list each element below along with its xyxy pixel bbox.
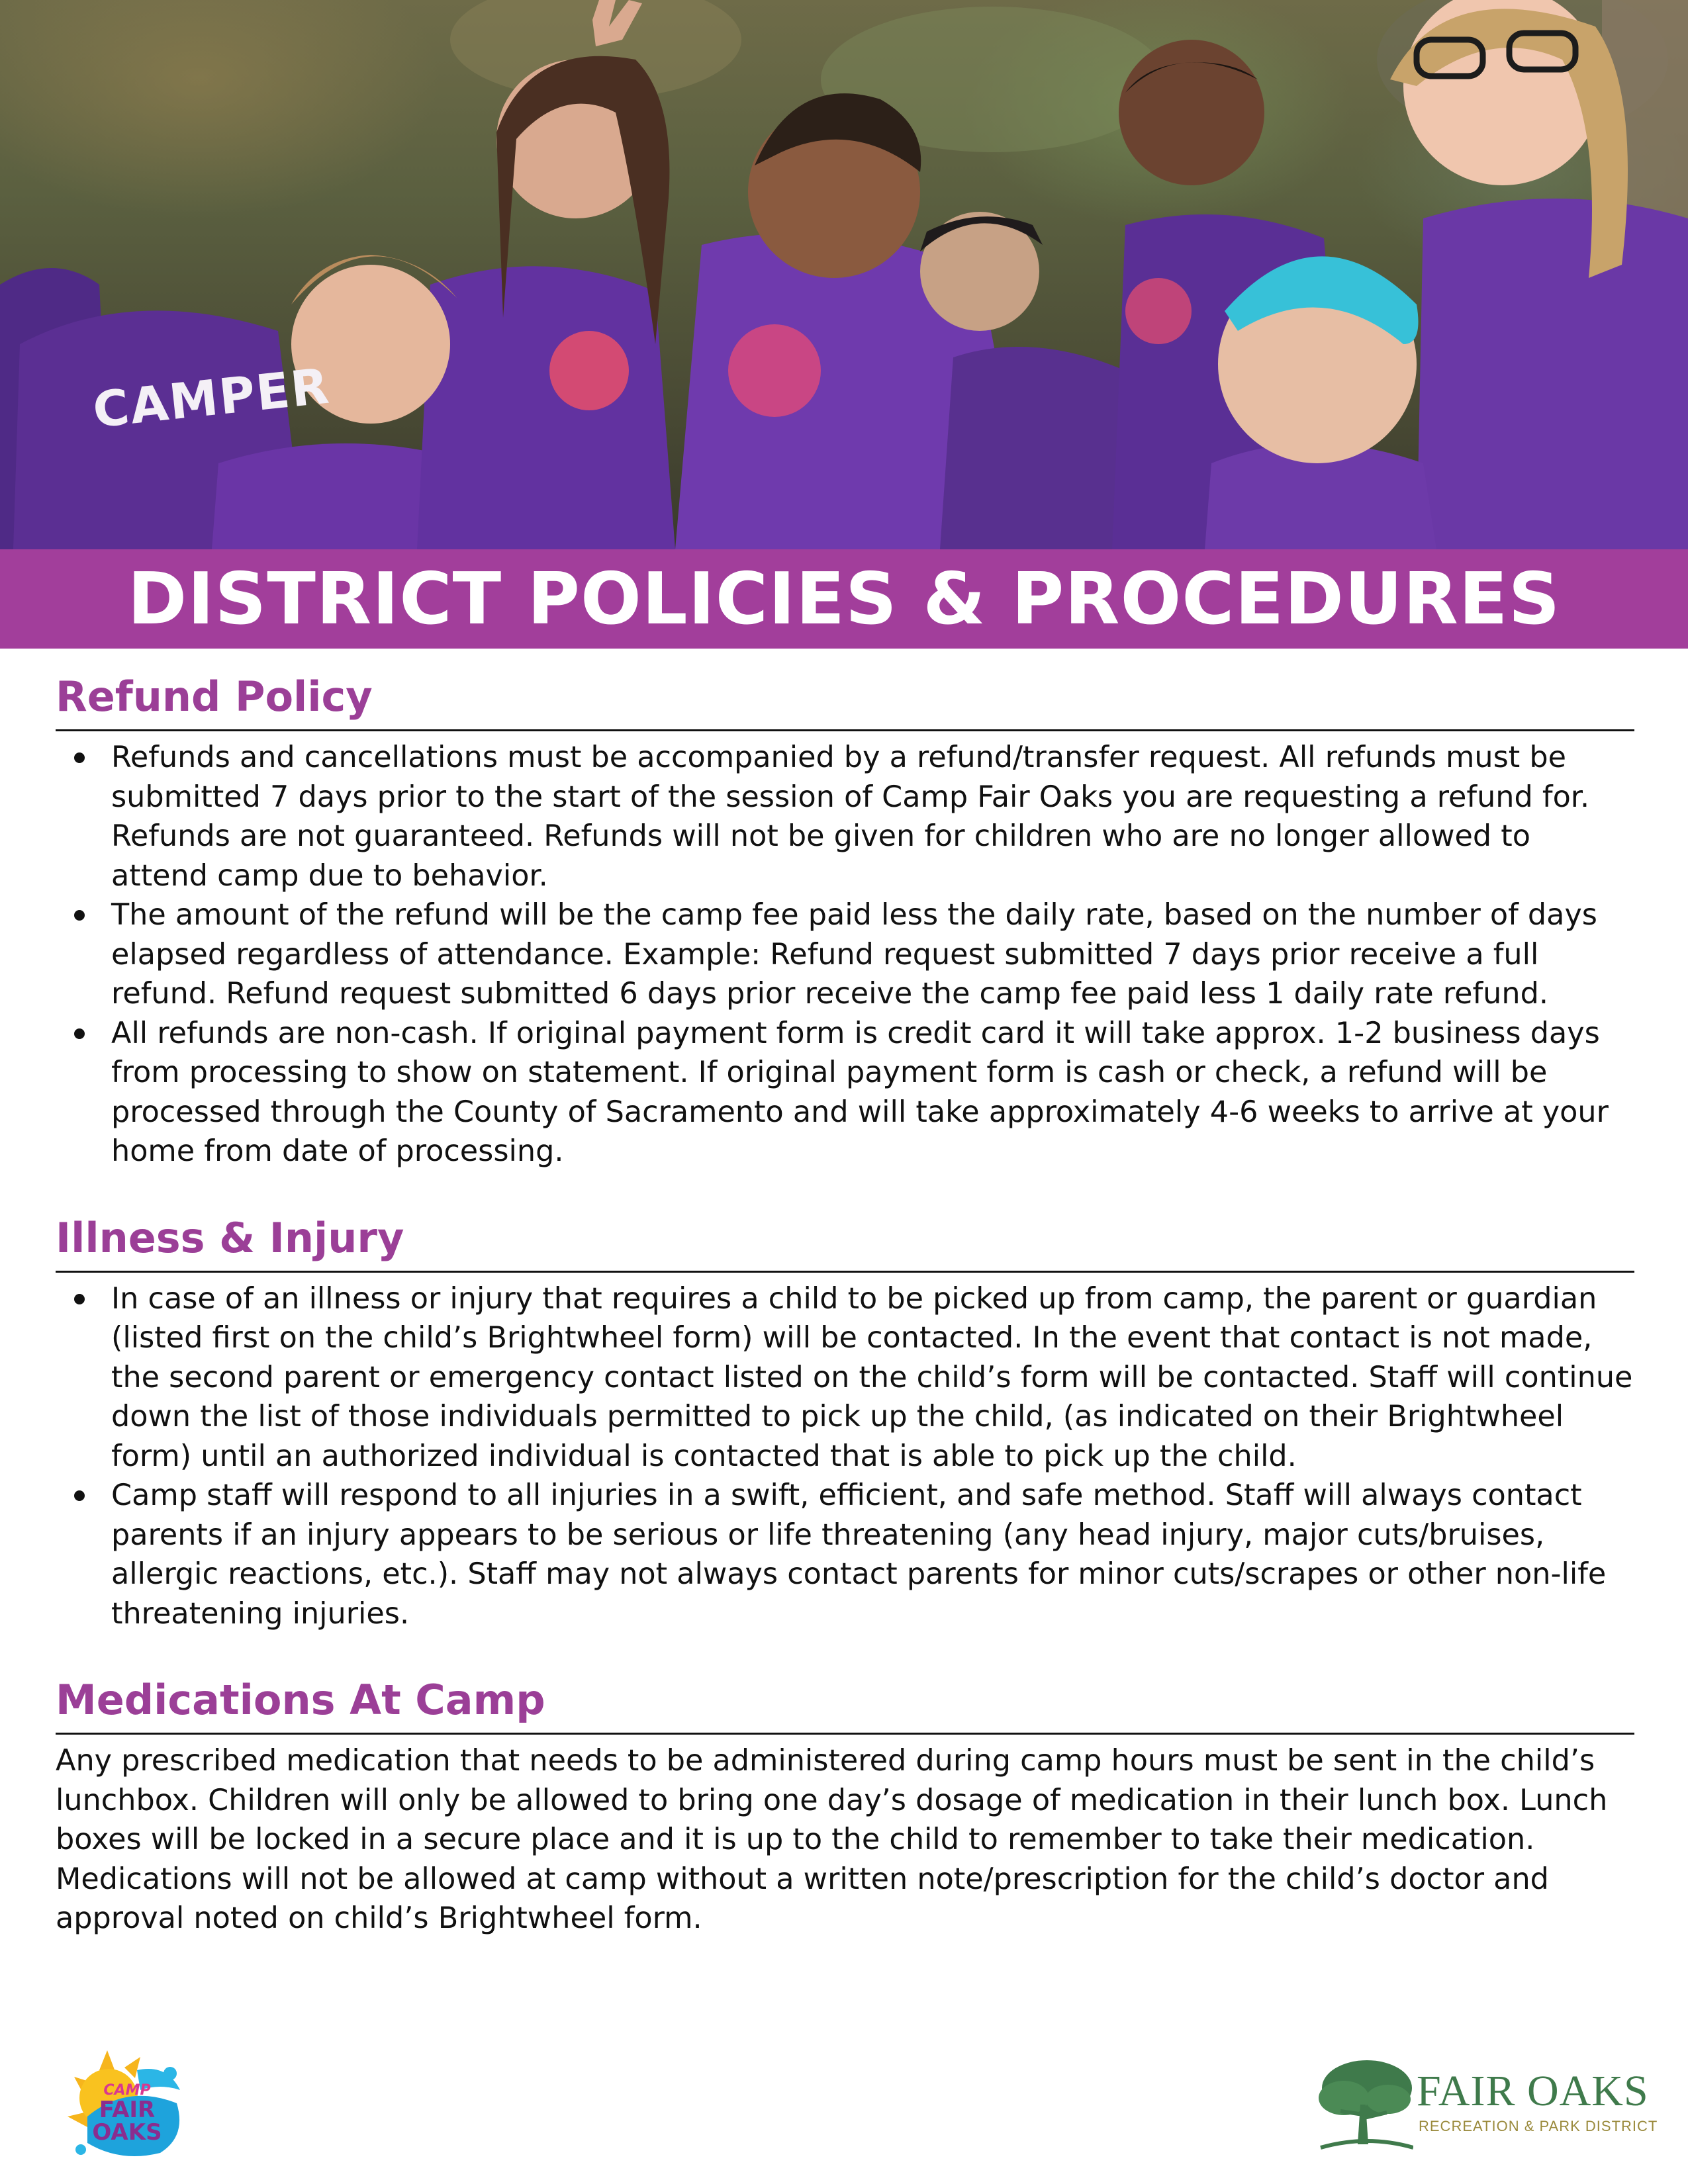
list-item	[56, 1476, 1634, 1633]
list-item	[56, 895, 1634, 1014]
campers-illustration	[0, 0, 1688, 549]
camp-logo-word-1: CAMP	[103, 2082, 151, 2099]
illness-bullet-list	[56, 1279, 1634, 1634]
medications-paragraph: Any prescribed medication that needs to be administered during camp hours must be sent in the child’s lunchbox. Children will only be allowed to bring one day’s dosage of medication in their lunch box. Lunch boxes will be locked in a secure place and it is up to the child to remember to take their medication. Medications will not be allowed at camp without a written note/prescription for the child’s doctor and approval noted on child’s Brightwheel form.	[56, 1744, 1608, 1935]
list-item-text: All refunds are non-cash. If original payment form is credit card it will take approx. 1-2 business days from processing to show on statement. If original payment form is cash or check, a refund will be processed through the County of Sacramento and will take approximately 4-6 weeks to arrive at your home from date of processing.	[111, 1016, 1609, 1168]
title-banner	[0, 549, 1688, 649]
bullet-icon	[74, 1490, 85, 1501]
camp-logo-word-3: OAKS	[92, 2119, 162, 2146]
bullet-icon	[74, 910, 85, 921]
medications-section	[56, 1672, 1634, 1938]
bullet-icon	[74, 1294, 85, 1304]
list-item	[56, 1014, 1634, 1171]
section-title-medications: Medications At Camp	[56, 1676, 545, 1724]
section-title-refund: Refund Policy	[56, 672, 373, 721]
list-item-text: Camp staff will respond to all injuries in a swift, efficient, and safe method. Staff will always contact parents if an injury appears to be serious or life threatening (any head injury, major cuts/bruises, allergic reactions, etc.). Staff may not always contact parents for minor cuts/scrapes or other non-life threatening injuries.	[111, 1479, 1607, 1631]
list-item-text: In case of an illness or injury that requires a child to be picked up from camp, the parent or guardian (listed first on the child’s Brightwheel form) will be contacted. In the event that contact is not made, the second parent or emergency contact listed on the child’s form will be contacted. Staff will continue down the list of those individuals permitted to pick up the child, (as indicated on their Brightwheel form) until an authorized individual is contacted that is able to pick up the child.	[111, 1281, 1633, 1473]
oak-tree-icon	[1314, 2052, 1413, 2158]
section-divider	[56, 729, 1634, 731]
refund-policy-section	[56, 668, 1634, 1171]
fair-oaks-district-logo	[1314, 2052, 1658, 2158]
camp-logo-word-2: FAIR	[99, 2097, 156, 2123]
camp-fair-oaks-logo	[61, 2044, 193, 2160]
shirt-text-camper: CAMPER	[90, 357, 333, 439]
page-title: DISTRICT POLICIES & PROCEDURES	[127, 557, 1561, 641]
list-item	[56, 1279, 1634, 1477]
district-subtitle: RECREATION & PARK DISTRICT	[1419, 2118, 1658, 2134]
list-item	[56, 738, 1634, 895]
illness-injury-section	[56, 1210, 1634, 1634]
section-divider	[56, 1271, 1634, 1273]
section-title-illness: Illness & Injury	[56, 1213, 404, 1262]
list-item-text: Refunds and cancellations must be accompanied by a refund/transfer request. All refunds must be submitted 7 days prior to the start of the session of Camp Fair Oaks you are requesting a refund for. Refunds are not guaranteed. Refunds will not be given for children who are no longer allowed to attend camp due to behavior.	[111, 741, 1590, 893]
list-item-text: The amount of the refund will be the camp fee paid less the daily rate, based on the number of days elapsed regardless of attendance. Example: Refund request submitted 7 days prior receive a full refund. Refund request submitted 6 days prior receive the camp fee paid less 1 daily rate refund.	[111, 898, 1597, 1011]
refund-bullet-list	[56, 738, 1634, 1171]
bullet-icon	[74, 752, 85, 763]
hero-photo	[0, 0, 1688, 549]
district-name: FAIR OAKS	[1417, 2067, 1649, 2115]
bullet-icon	[74, 1028, 85, 1039]
section-divider	[56, 1733, 1634, 1735]
policy-content	[56, 668, 1634, 1938]
